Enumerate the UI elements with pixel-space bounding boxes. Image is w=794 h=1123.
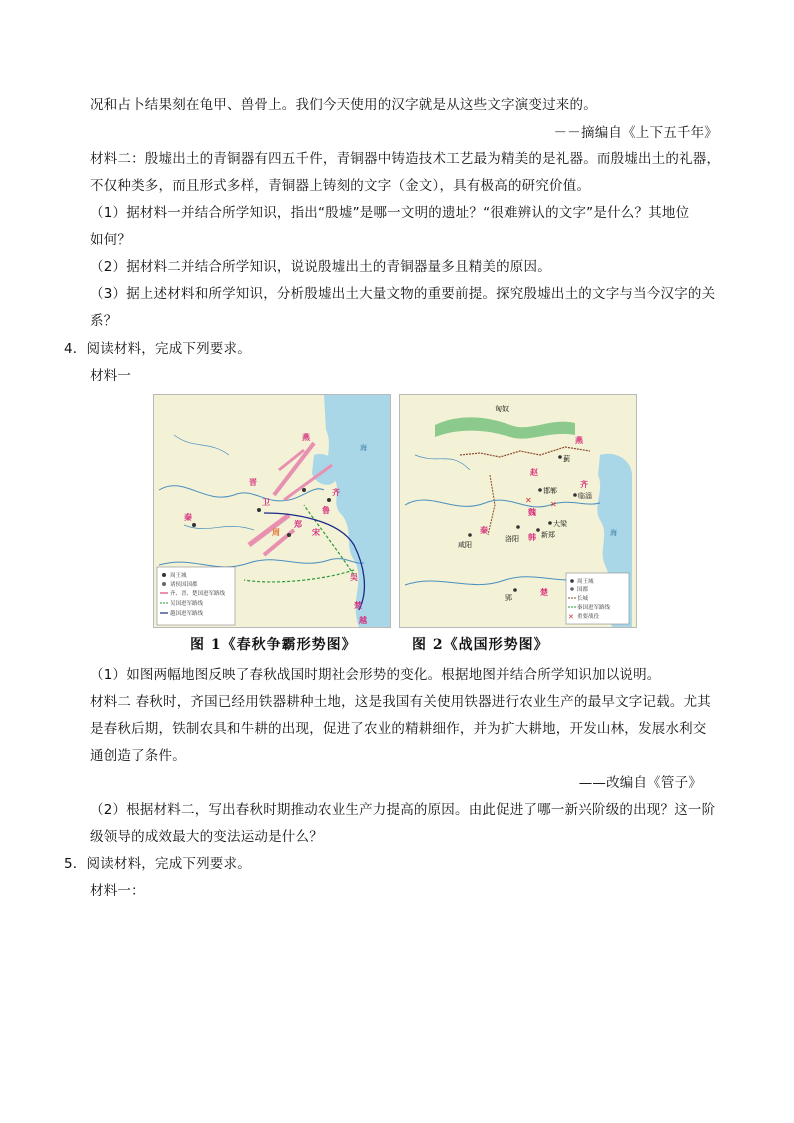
map1-legend-4: 越国进军路线 <box>170 611 204 617</box>
map1-legend-0: 周王城 <box>170 573 187 579</box>
source-citation-1: －－摘编自《上下五千年》 <box>553 125 718 141</box>
question-3-3-line-1: （3）据上述材料和所学知识，分析殷墟出土大量文物的重要前提。探究殷墟出土的文字与当今汉字的关 <box>90 286 716 302</box>
map2-state-yan: 燕 <box>575 436 583 445</box>
map2-battle-marker: ✕ <box>525 496 532 505</box>
map1-yangtze-river <box>159 559 364 567</box>
map1-sea-label: 海 <box>360 444 367 452</box>
map1-state-chu: 楚 <box>354 601 362 610</box>
question-3-1-line-1: （1）据材料一并结合所学知识，指出“殷墟”是哪一文明的遗址？“很难辨认的文字”是什么？其地位 <box>90 205 690 221</box>
map1-state-yue: 越 <box>359 616 367 625</box>
svg-text:✕: ✕ <box>568 613 574 621</box>
map1-state-song: 宋 <box>312 528 320 537</box>
map1-sea <box>324 395 390 627</box>
map2-xiongnu-band <box>435 417 575 438</box>
intro-line-1: 况和占卜结果刻在龟甲、兽骨上。我们今天使用的汉字就是从这些文字演变过来的。 <box>90 97 597 113</box>
map2-state-qi: 齐 <box>580 480 588 489</box>
source-citation-2: ——改编自《管子》 <box>578 775 702 791</box>
question-4-material2-line-1: 材料二 春秋时，齐国已经用铁器耕种土地，这是我国有关使用铁器进行农业生产的最早文字记载。尤其 <box>90 694 711 710</box>
figure-1-caption: 图 1《春秋争霸形势图》 <box>190 637 357 653</box>
map-figure-2 <box>399 394 637 628</box>
map2-city-daliang: 大梁 <box>553 520 567 528</box>
question-4-2-line-1: （2）根据材料二，写出春秋时期推动农业生产力提高的原因。由此促进了哪一新兴阶级的出现？这一阶 <box>90 802 716 818</box>
map2-city-ying: 郢 <box>505 594 512 602</box>
material2-line-2: 不仅种类多，而且形式多样，青铜器上铸刻的文字（金文），具有极高的研究价值。 <box>90 178 591 194</box>
map2-battle-marker: ✕ <box>550 500 557 509</box>
map1-state-jin: 晋 <box>249 478 257 487</box>
map2-state-wei: 魏 <box>528 508 536 517</box>
question-5-title: 5．阅读材料，完成下列要求。 <box>64 856 251 872</box>
map1-state-qin: 秦 <box>184 513 192 522</box>
question-4-material2-line-3: 通创造了条件。 <box>90 748 186 764</box>
map1-state-qi: 齐 <box>332 488 340 497</box>
question-4-1: （1）如图两幅地图反映了春秋战国时期社会形势的变化。根据地图并结合所学知识加以说明。 <box>90 667 661 683</box>
map2-city-xinzheng: 新郑 <box>541 531 555 539</box>
question-4-material1-label: 材料一 <box>90 368 132 384</box>
map1-state-zhou: 周 <box>272 528 280 537</box>
map2-city-handan: 邯郸 <box>543 487 557 495</box>
map1-arrow-green <box>244 570 354 582</box>
material2-line-1: 材料二：殷墟出土的青铜器有四五千件，青铜器中铸造技术工艺最为精美的是礼器。而殷墟出土的礼器， <box>90 151 721 167</box>
map2-legend-2: 长城 <box>577 596 589 602</box>
map-figure-1 <box>153 394 391 628</box>
map2-state-chu: 楚 <box>540 588 548 597</box>
map2-state-han: 韩 <box>528 533 536 542</box>
map2-great-wall <box>460 447 590 457</box>
map2-legend-3: 秦国进军路线 <box>577 605 611 611</box>
map2-state-zhao: 赵 <box>530 468 538 477</box>
map1-state-zheng: 郑 <box>294 520 302 529</box>
map1-state-lu: 鲁 <box>322 506 330 515</box>
map2-city-luoyang: 洛阳 <box>505 535 519 543</box>
map2-city-xianyang: 咸阳 <box>458 541 472 549</box>
map1-legend-1: 诸侯国国都 <box>170 582 198 588</box>
map2-city-linzi: 临淄 <box>578 492 592 500</box>
map1-state-yan: 燕 <box>302 433 310 442</box>
map1-legend-2: 齐、晋、楚国进军路线 <box>170 591 226 597</box>
map1-legend-3: 吴国进军路线 <box>170 601 204 607</box>
question-4-2-line-2: 级领导的成效最大的变法运动是什么？ <box>90 829 323 845</box>
figure-2-caption: 图 2《战国形势图》 <box>412 637 549 653</box>
question-4-material2-line-2: 是春秋后期，铁制农具和牛耕的出现，促进了农业的精耕细作，并为扩大耕地，开发山林，发展水利交 <box>90 721 707 737</box>
map2-state-qin: 秦 <box>480 526 488 535</box>
question-3-2: （2）据材料二并结合所学知识，说说殷墟出土的青铜器量多且精美的原因。 <box>90 259 551 275</box>
question-5-material1-label: 材料一： <box>90 883 145 899</box>
map2-sea-label: 海 <box>610 529 617 537</box>
map2-xiongnu-label: 匈奴 <box>495 405 509 413</box>
map2-city-ji: 蓟 <box>563 455 570 463</box>
map2-legend-0: 周王城 <box>577 579 594 585</box>
question-4-title: 4．阅读材料，完成下列要求。 <box>64 341 251 357</box>
question-3-3-line-2: 系？ <box>90 313 118 329</box>
map2-legend-4: 重要战役 <box>577 614 600 620</box>
map1-state-wu: 吴 <box>350 573 358 582</box>
question-3-1-line-2: 如何？ <box>90 232 132 248</box>
map2-legend-1: 国都 <box>577 587 589 593</box>
map1-state-wei: 卫 <box>262 498 270 507</box>
